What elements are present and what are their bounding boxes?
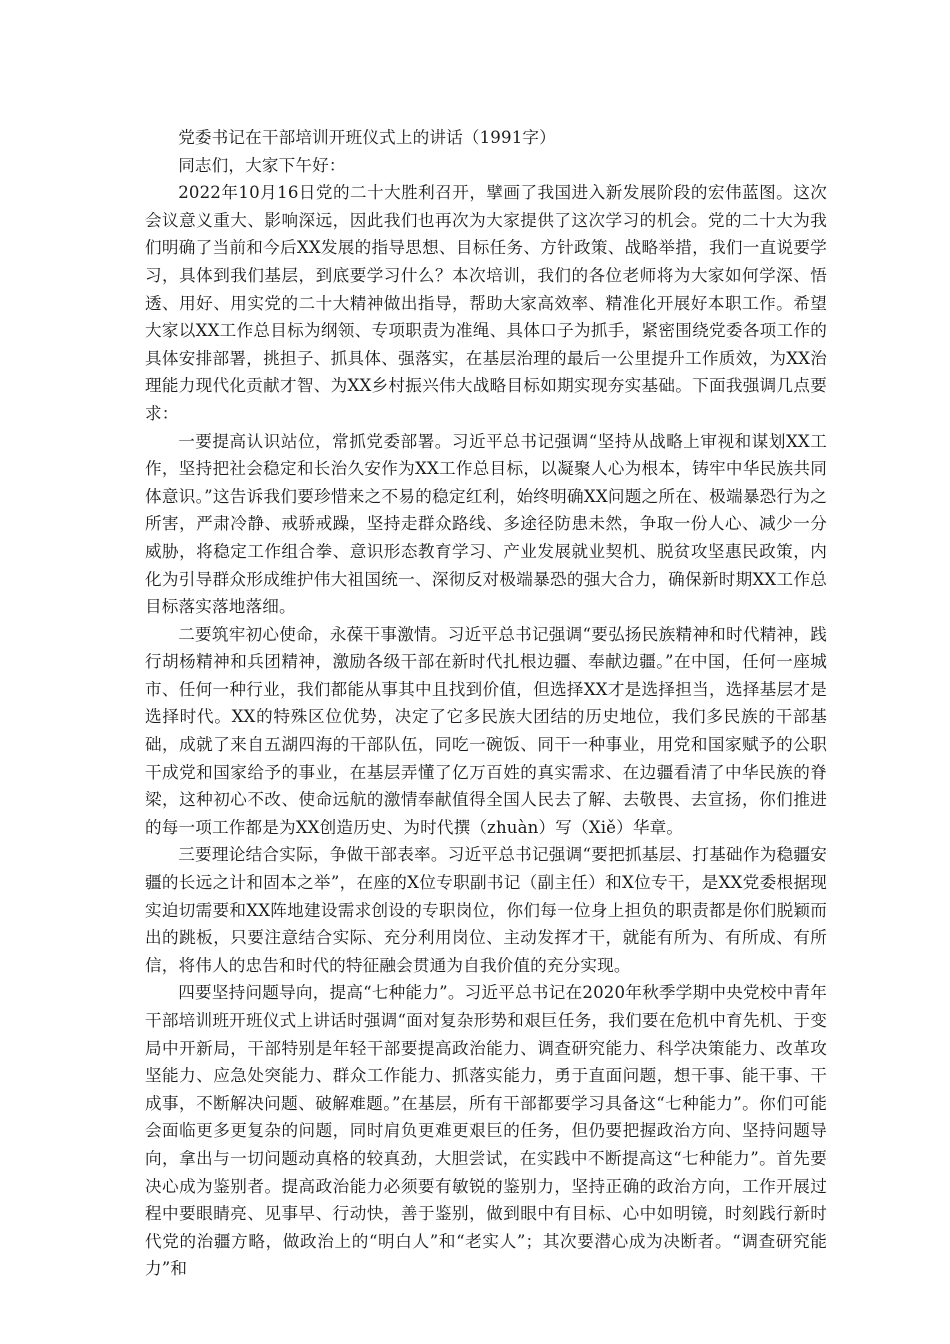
paragraph-intro: 2022年10月16日党的二十大胜利召开，擘画了我国进入新发展阶段的宏伟蓝图。这次会议意义重大、影响深远，因此我们也再次为大家提供了这次学习的机会。党的二十大为我们明确了当前和今后XX发展的指导思想、目标任务、方针政策、战略举措，我们一直说要学习，具体到我们基层，到底要学习什么？本次培训，我们的各位老师将为大家如何学深、悟透、用好、用实党的二十大精神做出指导，帮助大家高效率、精准化开展好本职工作。希望大家以XX工作总目标为纲领、专项职责为准绳、具体口子为抓手，紧密围绕党委各项工作的具体安排部署，挑担子、抓具体、强落实，在基层治理的最后一公里提升工作质效，为XX治理能力现代化贡献才智、为XX乡村振兴伟大战略目标如期实现夯实基础。下面我强调几点要求： xyxy=(145,183,827,423)
document-page xyxy=(145,124,827,1283)
paragraph-point-3: 三要理论结合实际，争做干部表率。习近平总书记强调“要把抓基层、打基础作为稳疆安疆的长远之计和固本之举”，在座的X位专职副书记（副主任）和X位专干，是XX党委根据现实迫切需要和XX阵地建设需求创设的专职岗位，你们每一位身上担负的职责都是你们脱颖而出的跳板，只要注意结合实际、充分利用岗位、主动发挥才干，就能有所为、有所成、有所信，将伟人的忠告和时代的特征融会贯通为自我价值的充分实现。 xyxy=(145,845,827,975)
paragraph-point-4: 四要坚持问题导向，提高“七种能力”。习近平总书记在2020年秋季学期中央党校中青年干部培训班开班仪式上讲话时强调“面对复杂形势和艰巨任务，我们要在危机中育先机、于变局中开新局，干部特别是年轻干部要提高政治能力、调查研究能力、科学决策能力、改革攻坚能力、应急处突能力、群众工作能力、抓落实能力，勇于直面问题，想干事、能干事、干成事，不断解决问题、破解难题。”在基层，所有干部都要学习具备这“七种能力”。你们可能会面临更多更复杂的问题，同时肩负更难更艰巨的任务，但仍要把握政治方向、坚持问题导向，拿出与一切问题动真格的较真劲，大胆尝试，在实践中不断提高这“七种能力”。首先要决心成为鉴别者。提高政治能力必须要有敏锐的鉴别力，坚持正确的政治方向，工作开展过程中要眼睛亮、见事早、行动快，善于鉴别，做到眼中有目标、心中如明镜，时刻践行新时代党的治疆方略，做政治上的“明白人”和“老实人”；其次要潜心成为决断者。“调查研究能力”和 xyxy=(145,983,827,1279)
document-title: 党委书记在干部培训开班仪式上的讲话（1991字） xyxy=(178,128,556,147)
paragraph-point-1: 一要提高认识站位，常抓党委部署。习近平总书记强调“坚持从战略上审视和谋划XX工作，坚持把社会稳定和长治久安作为XX工作总目标，以凝聚人心为根本，铸牢中华民族共同体意识。”这告诉我们要珍惜来之不易的稳定红利，始终明确XX问题之所在、极端暴恐行为之所害，严肃冷静、戒骄戒躁，坚持走群众路线、多途径防患未然，争取一份人心、减少一分威胁，将稳定工作组合拳、意识形态教育学习、产业发展就业契机、脱贫攻坚惠民政策，内化为引导群众形成维护伟大祖国统一、深彻反对极端暴恐的强大合力，确保新时期XX工作总目标落实落地落细。 xyxy=(145,431,827,617)
greeting: 同志们，大家下午好： xyxy=(178,155,346,175)
paragraph-point-2: 二要筑牢初心使命，永葆干事激情。习近平总书记强调“要弘扬民族精神和时代精神，践行胡杨精神和兵团精神，激励各级干部在新时代扎根边疆、奉献边疆。”在中国，任何一座城市、任何一种行业，我们都能从事其中且找到价值，但选择XX才是选择担当，选择基层才是选择时代。XX的特殊区位优势，决定了它多民族大团结的历史地位，我们多民族的干部基础，成就了来自五湖四海的干部队伍，同吃一碗饭、同干一种事业，用党和国家赋予的公职干成党和国家给予的事业，在基层弄懂了亿万百姓的真实需求、在边疆看清了中华民族的脊梁，这种初心不改、使命远航的激情奉献值得全国人民去了解、去敬畏、去宣扬，你们推进的每一项工作都是为XX创造历史、为时代撰（zhuàn）写（Xiě）华章。 xyxy=(145,624,827,837)
